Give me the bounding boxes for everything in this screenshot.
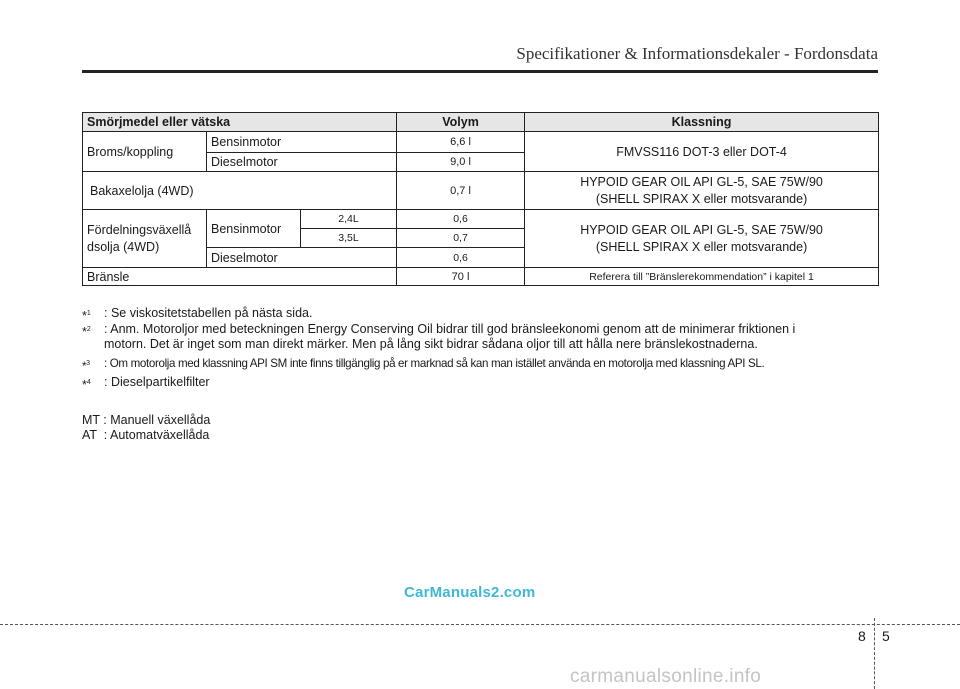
transfer-diesel-volume: 0,6 [397,248,525,268]
abbr-mt: MT : Manuell växellåda [82,413,211,427]
col-header-class: Klassning [525,113,879,132]
footer-divider [874,618,875,689]
brake-class: FMVSS116 DOT-3 eller DOT-4 [525,132,879,172]
page-number: 5 [882,628,890,644]
transfer-engine-35: 3,5L [301,229,397,248]
transfer-diesel-label: Dieselmotor [207,248,397,268]
footnote-1-text: : Se viskositetstabellen på nästa sida. [104,306,313,320]
watermark-link[interactable]: CarManuals2.com [404,584,536,601]
lubricant-table [82,112,879,286]
transfer-label [83,210,207,268]
footnote-1-marker: *$^1$ [82,309,91,324]
page-header-title: Specifikationer & Informationsdekaler - Fordonsdata [516,44,878,63]
footnote-4-marker: *$^4$ [82,378,91,393]
footnote-2-text: : Anm. Motoroljor med beteckningen Energy Conserving Oil bidrar till god bränsleekonomi genom att de minimerar friktionen i motorn. Det är inget som man direkt märker. Men på lång sikt bidrar sådana oljor till att hålla nere bränslekostnaderna. [104,322,796,351]
axle-class-line1: HYPOID GEAR OIL API GL-5, SAE 75W/90 [580,174,823,189]
transfer-label-line1: Fördelningsväxellå [87,222,192,237]
table-row [83,210,879,229]
fuel-volume: 70 l [397,268,525,286]
brake-petrol-label: Bensinmotor [207,132,397,153]
brake-diesel-label: Dieselmotor [207,153,397,172]
table-header-row [83,113,879,132]
footnote-2-marker: *$^2$ [82,325,91,340]
chapter-number: 8 [858,628,866,644]
footnote-4-text: : Dieselpartikelfilter [104,375,210,389]
axle-class-line2: (SHELL SPIRAX X eller motsvarande) [595,191,808,206]
col-header-volume: Volym [397,113,525,132]
transfer-engine-24: 2,4L [301,210,397,229]
transfer-class [525,210,879,268]
footer-rule [0,624,960,625]
axle-label: Bakaxelolja (4WD) [83,172,397,210]
col-header-fluid: Smörjmedel eller vätska [83,113,397,132]
fuel-label: Bränsle [83,268,397,286]
fuel-class: Referera till ”Bränslerekommendation” i kapitel 1 [525,268,879,286]
footer-site-watermark[interactable]: carmanualsonline.info [570,666,762,687]
brake-petrol-volume: 6,6 l [397,132,525,153]
transfer-engine-35-volume: 0,7 [397,229,525,248]
axle-class [525,172,879,210]
table-row [83,268,879,286]
abbr-at: AT : Automatväxellåda [82,428,210,442]
transfer-petrol-label: Bensinmotor [207,210,301,248]
footnote-2 [82,322,832,352]
transfer-label-line2: dsolja (4WD) [87,239,160,254]
transfer-engine-24-volume: 0,6 [397,210,525,229]
footnotes [82,306,882,391]
abbreviations [82,413,210,443]
brake-label: Broms/koppling [83,132,207,172]
footnote-4 [82,375,882,393]
header-rule [82,70,878,73]
transfer-class-line1: HYPOID GEAR OIL API GL-5, SAE 75W/90 [580,222,823,237]
footnote-3-text: : Om motorolja med klassning API SM inte finns tillgänglig på er marknad så kan man istället använda en motorolja med klassning API SL. [104,357,765,370]
footnote-3-marker: *$^3$ [82,359,90,373]
footnote-3 [82,356,882,371]
brake-diesel-volume: 9,0 l [397,153,525,172]
axle-volume: 0,7 l [397,172,525,210]
transfer-class-line2: (SHELL SPIRAX X eller motsvarande) [595,239,808,254]
table-row [83,172,879,210]
table-row [83,132,879,153]
footnote-1 [82,306,882,324]
